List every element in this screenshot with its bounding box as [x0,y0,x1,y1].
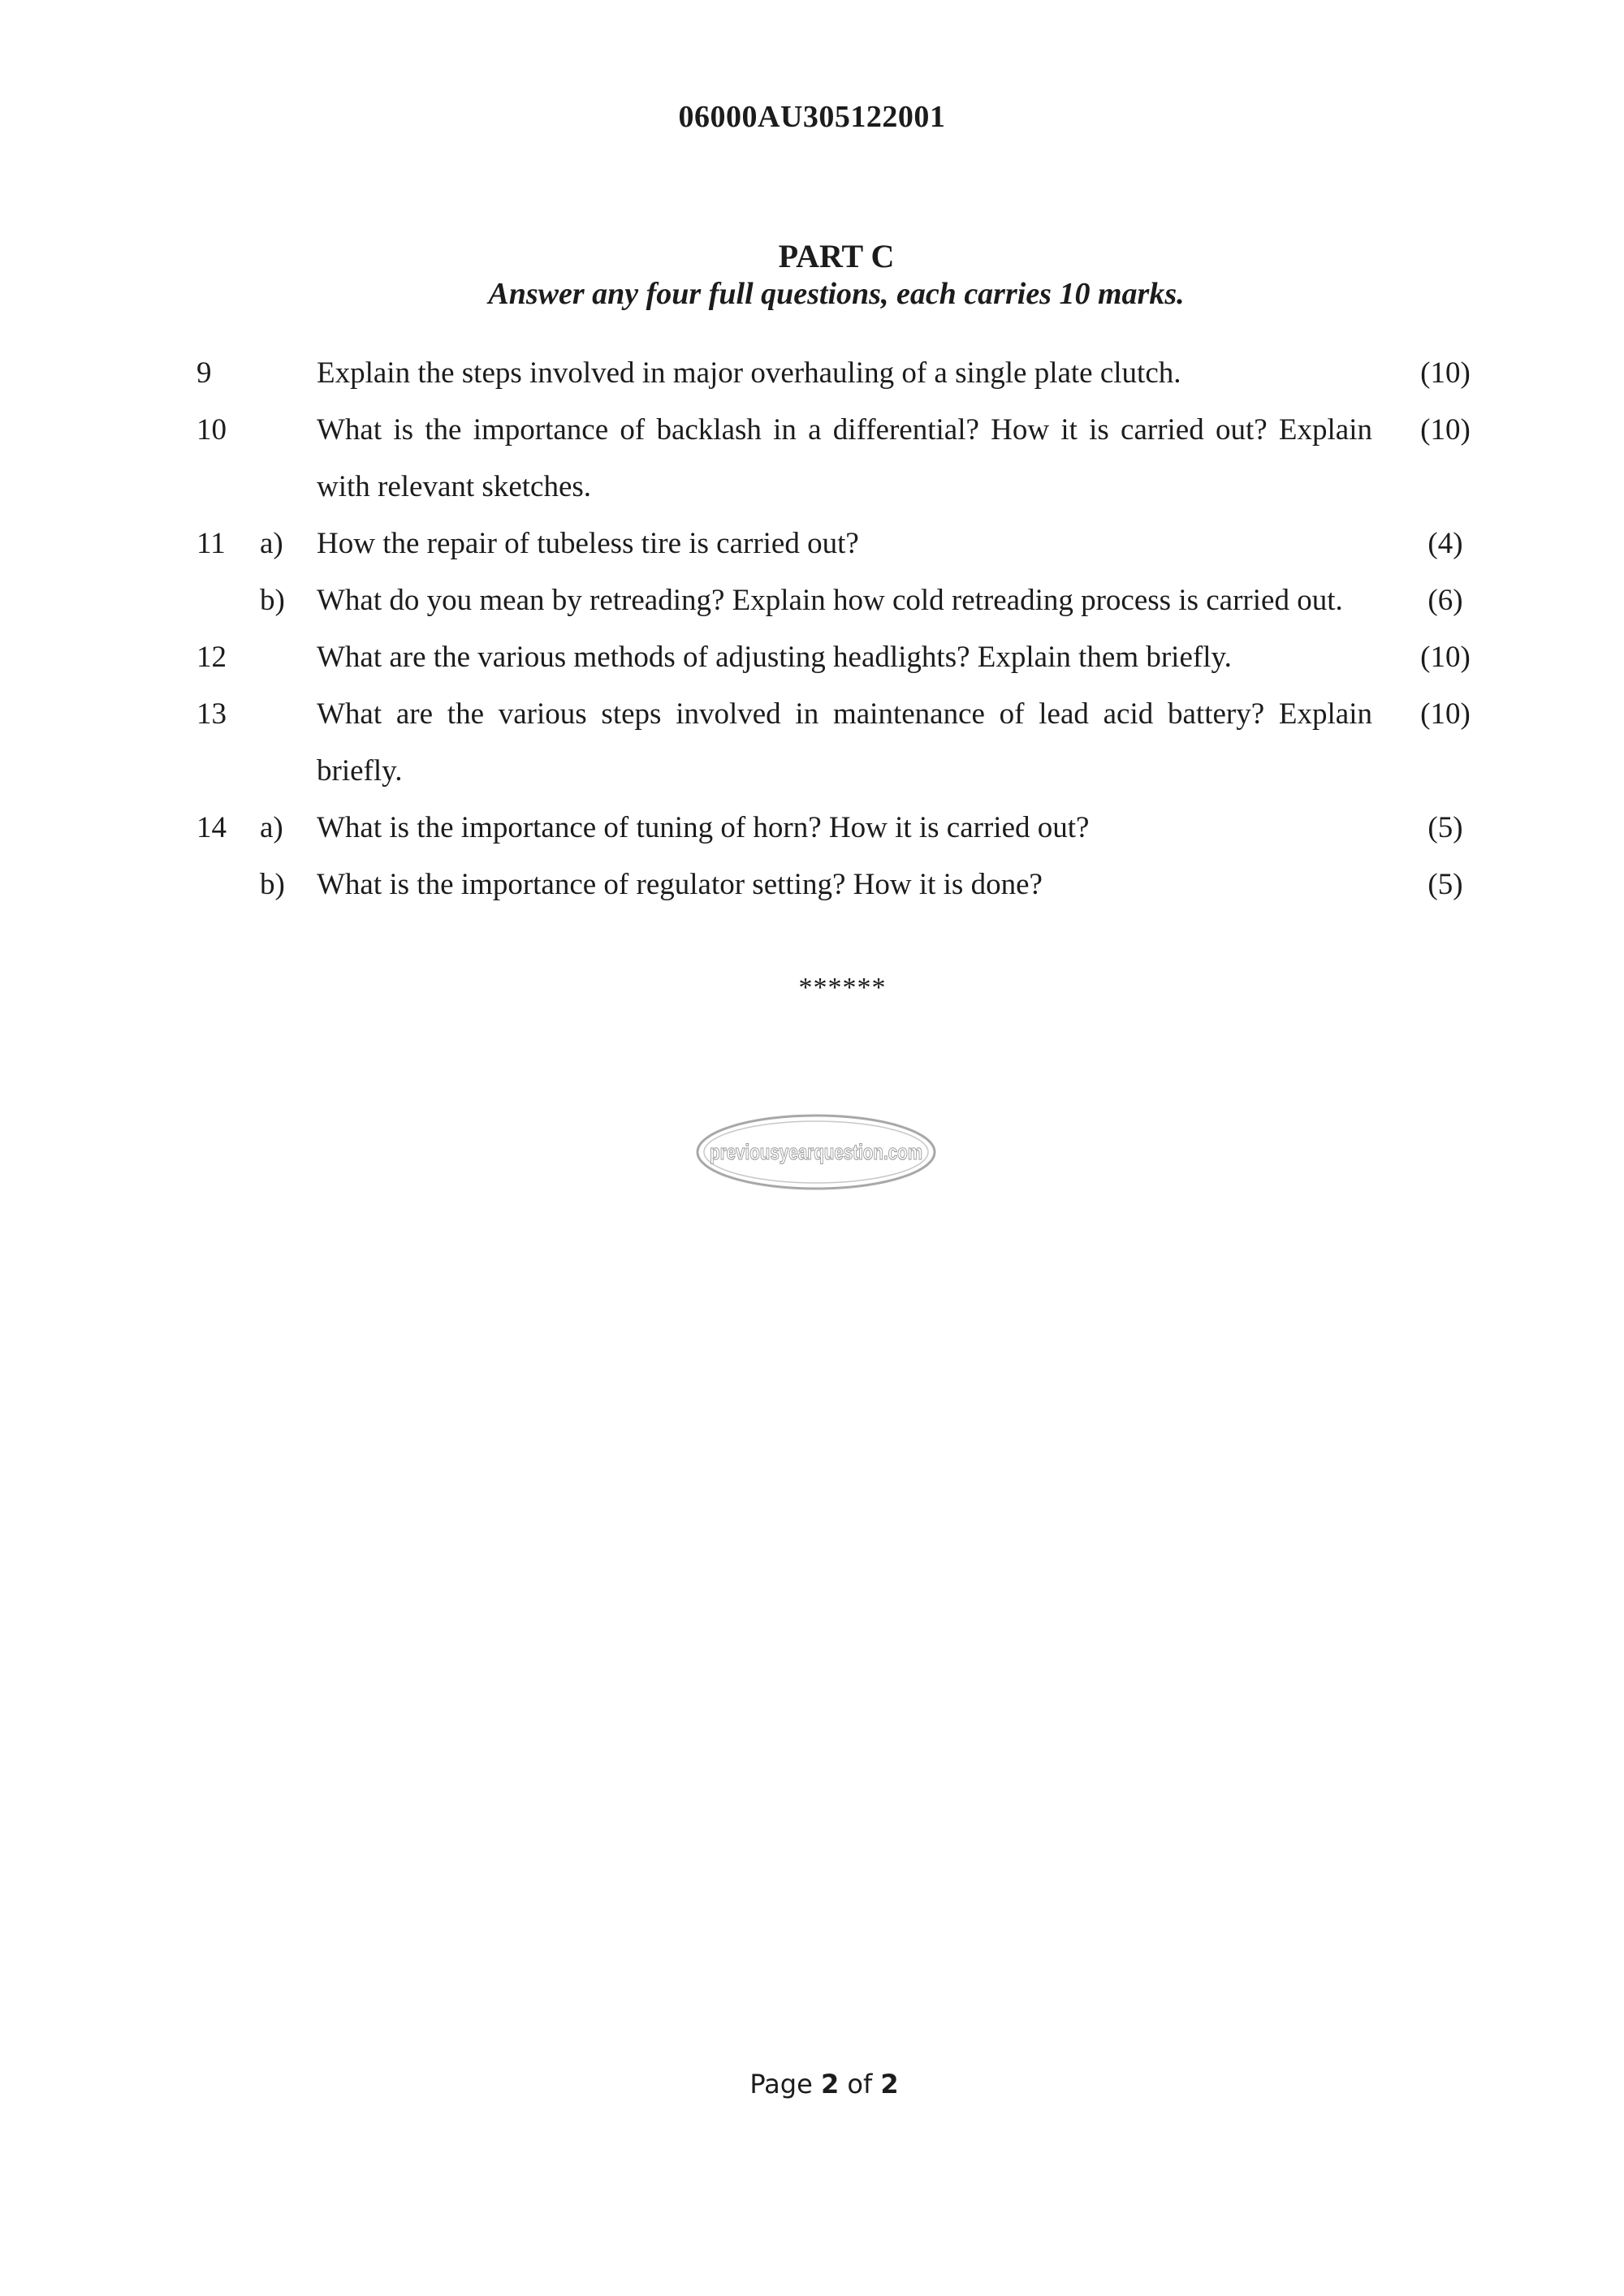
question-14b [0,857,1624,913]
question-number: 12 [197,641,227,674]
question-text: Explain the steps involved in major overhauling of a single plate clutch. [317,356,1181,390]
end-of-paper-mark: ****** [798,973,887,1003]
question-number: 9 [197,356,212,390]
question-part: b) [260,868,285,901]
question-text: What are the various steps involved in maintenance of lead acid battery? Explain briefly. [317,697,1372,788]
page-footer [0,2069,1624,2100]
exam-code: 06000AU305122001 [678,100,946,134]
footer-current-page: 2 [820,2069,840,2100]
footer-page-label: Page [749,2069,813,2100]
watermark-text: previousyearquestion.com [710,1140,922,1164]
question-text: How the repair of tubeless tire is carried out? [317,527,859,560]
question-text: What do you mean by retreading? Explain how cold retreading process is carried out. [317,584,1343,617]
question-marks: (4) [1427,527,1463,560]
question-text: What is the importance of regulator setting? How it is done? [317,868,1043,901]
question-marks: (6) [1427,584,1463,617]
question-number: 14 [197,811,227,844]
question-number: 10 [197,413,227,447]
question-part: a) [260,811,283,844]
question-text: What is the importance of backlash in a differential? How it is carried out? Explain with relevant sketches. [317,413,1372,503]
question-marks: (10) [1420,697,1471,731]
question-12 [0,629,1624,686]
question-11a [0,516,1624,572]
question-14a [0,800,1624,857]
question-marks: (5) [1427,811,1463,844]
question-list [0,345,1624,913]
question-marks: (10) [1420,641,1471,674]
footer-total-pages: 2 [880,2069,899,2100]
section-title: PART C [778,238,895,274]
question-marks: (10) [1420,413,1471,447]
question-9 [0,345,1624,402]
question-text: What are the various methods of adjusting headlights? Explain them briefly. [317,641,1232,674]
question-part: b) [260,584,285,617]
footer-separator: of [847,2069,873,2100]
question-text: What is the importance of tuning of horn? How it is carried out? [317,811,1090,844]
question-marks: (5) [1427,868,1463,901]
question-11b [0,572,1624,629]
watermark-logo [694,1112,938,1192]
question-number: 13 [197,697,227,731]
question-number: 11 [197,527,226,560]
question-13 [0,686,1624,800]
question-part: a) [260,527,283,560]
question-10 [0,402,1624,516]
question-marks: (10) [1420,356,1471,390]
section-instruction: Answer any four full questions, each carries 10 marks. [488,277,1185,311]
